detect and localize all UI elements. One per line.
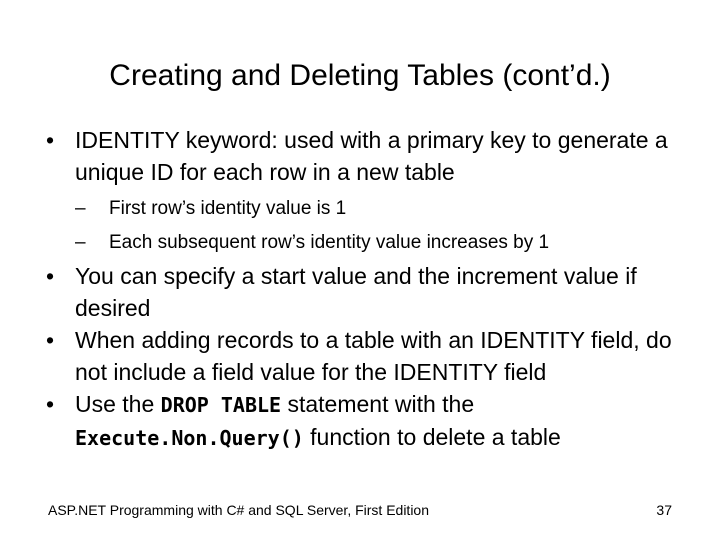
footer-book-title: ASP.NET Programming with C# and SQL Server, First Edition [48, 502, 430, 518]
bullet-text-part: function to delete a table [303, 424, 561, 450]
sub-bullet-marker: – [75, 232, 86, 253]
bullet-text: IDENTITY keyword: used with a primary key to generate a unique ID for each row in a new table [75, 127, 668, 185]
sub-bullet-subsequent-rows [75, 226, 686, 260]
sub-bullet-text: First row’s identity value is 1 [109, 198, 347, 219]
bullet-adding-records [46, 324, 686, 388]
slide-title: Creating and Deleting Tables (cont’d.) [109, 59, 611, 92]
bullet-text-part: statement with the [281, 391, 475, 417]
bullet-marker: • [46, 127, 55, 153]
sub-bullet-list [46, 192, 686, 260]
sub-bullet-first-row [75, 192, 686, 226]
code-drop-table: DROP TABLE [160, 393, 282, 417]
sub-bullet-text: Each subsequent row’s identity value increases by 1 [109, 232, 550, 253]
footer-page-number: 37 [656, 502, 672, 518]
slide-body [46, 124, 686, 454]
sub-bullet-marker: – [75, 198, 86, 219]
bullet-identity-keyword [46, 124, 686, 188]
bullet-marker: • [46, 327, 55, 353]
bullet-marker: • [46, 391, 55, 417]
bullet-text-part: Use the [75, 391, 161, 417]
bullet-text: When adding records to a table with an IDENTITY field, do not include a field value for the IDENTITY field [75, 327, 672, 385]
bullet-text: You can specify a start value and the increment value if desired [75, 263, 637, 321]
bullet-drop-table [46, 388, 686, 454]
bullet-marker: • [46, 263, 55, 289]
bullet-start-value [46, 260, 686, 324]
code-execute-non-query: Execute.Non.Query() [75, 426, 304, 450]
